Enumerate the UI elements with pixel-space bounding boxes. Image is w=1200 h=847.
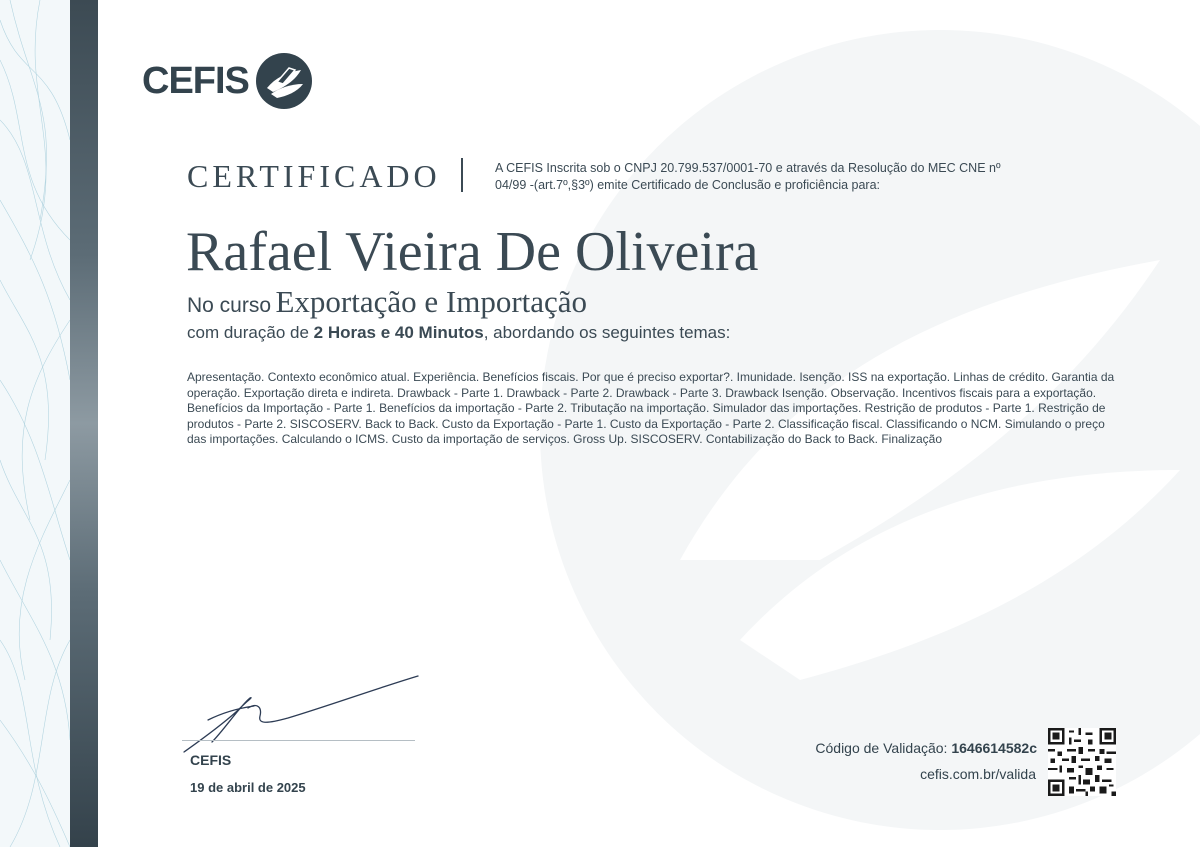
- validation-code-value: 1646614582c: [951, 740, 1037, 756]
- course-topics: Apresentação. Contexto econômico atual. Experiência. Benefícios fiscais. Por que é preciso exportar?. Imunidade. Isenção. ISS na exportação. Linhas de crédito. Garantia da operação. Exportação direta e indireta. Drawback - Parte 1. Drawback - Parte 2. Drawback - Parte 3. Drawback Isenção. Observação. Incentivos fiscais para a exportação. Benefícios da Importação - Parte 1. Benefícios da importação - Parte 2. Tributação na importação. Simulador das importações. Restrição de produtos - Parte 1. Restrição de produtos - Parte 2. SISCOSERV. Back to Back. Custo da Exportação - Parte 1. Custo da Exportação - Parte 2. Classificação fiscal. Classificando o NCM. Simulando o preço das importações. Calculando o ICMS. Custo da importação de serviços. Gross Up. SISCOSERV. Contabilização do Back to Back. Finalização: [187, 370, 1115, 447]
- duration-prefix: com duração de: [187, 323, 309, 342]
- certificate-title: CERTIFICADO: [187, 158, 441, 194]
- decorative-pattern: [0, 0, 70, 847]
- title-divider: [461, 158, 463, 192]
- duration-line: [187, 323, 730, 343]
- validation-label: Código de Validação:: [815, 740, 948, 756]
- course-prefix: No curso: [187, 294, 272, 317]
- validation-code: [815, 740, 1037, 756]
- issuer-name: CEFIS: [190, 752, 232, 768]
- student-name: Rafael Vieira De Oliveira: [186, 221, 759, 283]
- course-duration: 2 Horas e 40 Minutos: [313, 323, 484, 342]
- cefis-logo: [142, 52, 313, 110]
- course-name: Exportação e Importação: [275, 284, 588, 319]
- qr-code-icon[interactable]: [1048, 728, 1116, 796]
- cefis-book-icon: [255, 52, 313, 110]
- signature-line: [182, 740, 415, 741]
- validation-link[interactable]: cefis.com.br/valida: [920, 766, 1036, 782]
- accent-bar: [70, 0, 98, 847]
- certificate-intro: A CEFIS Inscrita sob o CNPJ 20.799.537/0001-70 e através da Resolução do MEC CNE nº 04/99 -(art.7º,§3º) emite Certificado de Conclusão e proficiência para:: [495, 161, 1001, 192]
- issue-date: 19 de abril de 2025: [190, 780, 306, 795]
- duration-suffix: , abordando os seguintes temas:: [483, 323, 731, 342]
- signature-icon: [178, 668, 428, 758]
- brand-name: CEFIS: [142, 59, 249, 102]
- course-line: [187, 284, 587, 320]
